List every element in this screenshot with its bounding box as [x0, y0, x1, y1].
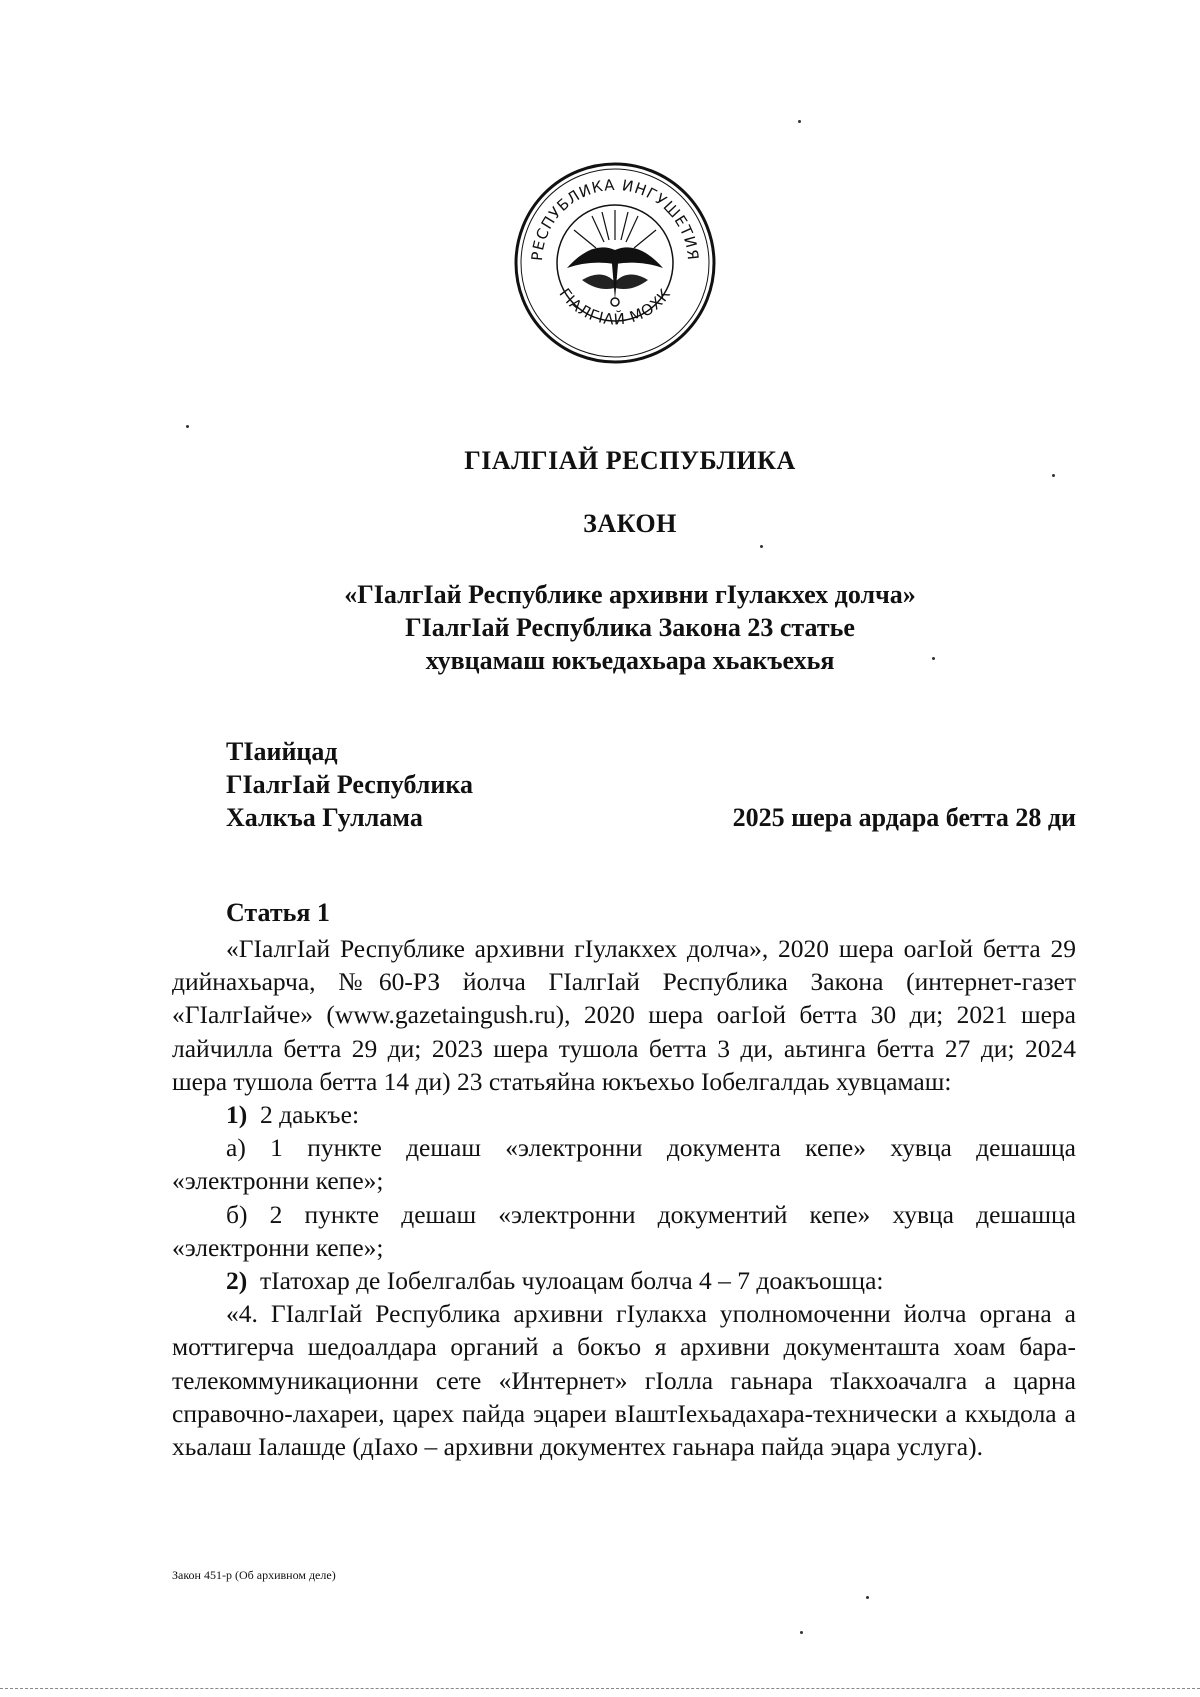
article-heading: Статья 1 — [226, 898, 330, 927]
subtitle-line: хувцамаш юкъедахьара хьакъехья — [425, 646, 835, 675]
subitem-b: б) 2 пункте дешаш «электронни документий кепе» хувца дешашца «электронни кепе»; — [172, 1199, 1076, 1262]
article-intro: «ГIалгIай Республике архивни гIулакхех долча», 2020 шера оагIой бетта 29 дийнахьарча, №60-РЗ йолча ГIалгIай Республика Закона (интернет-газет «ГIалгIайче» (www.gazetaingush.ru), 2020 шера оагIой бетта 30 ди; 2021 шера лайчилла бетта 29 ди; 2023 шера тушола бетта 3 ди, аьтинга бетта 27 ди; 2024 шера тушола бетта 14 ди) 23 статьяйна юкъехьо Iобелгалдаь хувцамаш: — [172, 934, 1076, 1096]
scan-speck — [186, 425, 189, 428]
scan-speck — [798, 120, 801, 123]
adoption-date: 2025 шера ардара бетта 28 ди — [732, 803, 1076, 832]
seal-top-text: РЕСПУБЛИКА ИНГУШЕТИЯ — [527, 175, 703, 262]
scan-speck — [1052, 474, 1055, 477]
item-text: 2 даькъе: — [260, 1100, 360, 1130]
adoption-authority — [226, 735, 473, 834]
scan-edge-line — [0, 1688, 1200, 1690]
list-item — [172, 1098, 1076, 1131]
seal-bottom-text: ГIАЛГIАЙ МОХК — [555, 284, 675, 329]
scan-speck — [800, 1631, 803, 1634]
law-subtitle — [0, 578, 1200, 677]
adoption-line: Халкъа Гуллама — [226, 803, 423, 832]
adoption-line: ГIалгIай Республика — [226, 770, 473, 799]
item-number: 2) — [226, 1266, 248, 1296]
document-type: ЗАКОН — [583, 509, 677, 538]
scan-speck — [760, 545, 763, 548]
adoption-line: ТIаийцад — [226, 737, 338, 766]
item-text: тIатохар де Iобелгалбаь чулоацам болча 4 – 7 доакъошца: — [260, 1266, 884, 1296]
scan-speck — [932, 657, 935, 660]
list-item — [172, 1264, 1076, 1297]
quoted-paragraph: «4. ГIалгIай Республика архивни гIулакха уполномоченни йолча органа а моттигерча шедоалдара органий а бокъо я архивни документашта хоам бара-телекоммуникационни сете «Интернет» гIолла гаьнара тIакхоачалга а царна справочно-лахареи, царех пайда эцареи вIаштIехьадахара-технически а кхыдола а хьалаш Iалашде (дIахо – архивни документех гаьнара пайда эцара услуга). — [172, 1299, 1076, 1462]
item-number: 1) — [226, 1100, 248, 1130]
scan-speck — [866, 1596, 869, 1599]
seal-emblem-icon — [512, 160, 718, 366]
subitem-a: а) 1 пункте дешаш «электронни документа кепе» хувца дешашца «электронни кепе»; — [172, 1133, 1076, 1196]
footer-note: Закон 451-р (Об архивном деле) — [172, 1568, 336, 1582]
subtitle-line: «ГIалгIай Республике архивни гIулакхех долча» — [344, 580, 916, 609]
article-body — [172, 932, 1076, 1463]
subtitle-line: ГIалгIай Республика Закона 23 статье — [405, 613, 855, 642]
state-seal — [512, 160, 718, 366]
republic-title: ГIАЛГIАЙ РЕСПУБЛИКА — [464, 446, 796, 475]
